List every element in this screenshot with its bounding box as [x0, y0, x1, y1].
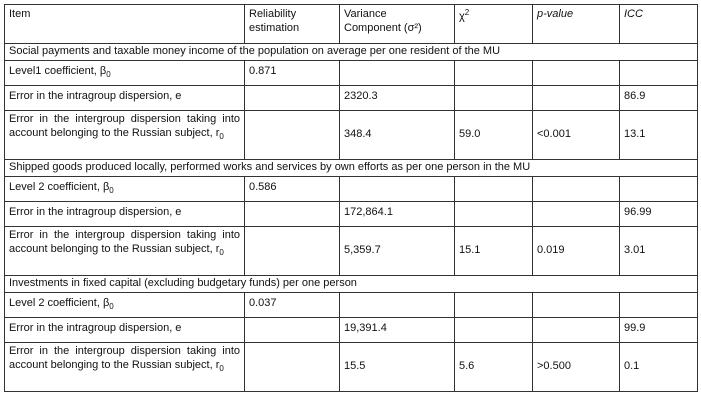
variance-value: 2320.3	[340, 86, 455, 111]
header-row	[5, 5, 698, 44]
header-reliability: Reliability estimation	[245, 5, 340, 44]
chi2-value: 5.6	[455, 343, 533, 392]
variance-value: 348.4	[340, 111, 455, 160]
table-row	[5, 177, 698, 202]
section-title-row	[5, 160, 698, 177]
chi2-value: 15.1	[455, 227, 533, 276]
variance-value: 172,864.1	[340, 202, 455, 227]
header-pvalue: p-value	[533, 5, 620, 44]
table-row	[5, 227, 698, 276]
coefficient-label: Level 2 coefficient, $\beta_0$	[5, 177, 245, 202]
pvalue-value: 0.019	[533, 227, 620, 276]
coefficient-label: Level 2 coefficient, $\beta_0$	[5, 293, 245, 318]
section-title: Social payments and taxable money income of the population on average per one resident of the MU	[5, 44, 698, 61]
icc-value: 0.1	[620, 343, 698, 392]
table-row	[5, 86, 698, 111]
variance-value: 15.5	[340, 343, 455, 392]
reliability-value: 0.871	[245, 61, 340, 86]
intragroup-label: Error in the intragroup dispersion, e	[5, 318, 245, 343]
section-title: Shipped goods produced locally, performed works and services by own efforts as per one person in the MU	[5, 160, 698, 177]
section-title: Investments in fixed capital (excluding budgetary funds) per one person	[5, 276, 698, 293]
reliability-value: 0.037	[245, 293, 340, 318]
coefficient-label: Level1 coefficient, $\beta_0$	[5, 61, 245, 86]
section-title-row	[5, 276, 698, 293]
icc-value: 3.01	[620, 227, 698, 276]
section-title-row	[5, 44, 698, 61]
variance-value: 5,359.7	[340, 227, 455, 276]
icc-value: 13.1	[620, 111, 698, 160]
table-row	[5, 202, 698, 227]
table-row	[5, 61, 698, 86]
header-icc: ICC	[620, 5, 698, 44]
icc-value: 86.9	[620, 86, 698, 111]
header-variance: Variance Component (σ²)	[340, 5, 455, 44]
results-table	[4, 4, 698, 392]
icc-value: 99.9	[620, 318, 698, 343]
table-row	[5, 318, 698, 343]
pvalue-value: <0.001	[533, 111, 620, 160]
intergroup-label: Error in the intergroup dispersion taking into account belonging to the Russian subject, $r_0$	[5, 343, 245, 392]
table-row	[5, 293, 698, 318]
intergroup-label: Error in the intergroup dispersion taking into account belonging to the Russian subject, $r_0$	[5, 111, 245, 160]
intergroup-label: Error in the intergroup dispersion taking into account belonging to the Russian subject, $r_0$	[5, 227, 245, 276]
variance-value: 19,391.4	[340, 318, 455, 343]
intragroup-label: Error in the intragroup dispersion, e	[5, 86, 245, 111]
pvalue-value: >0.500	[533, 343, 620, 392]
table-row	[5, 111, 698, 160]
chi2-value: 59.0	[455, 111, 533, 160]
reliability-value: 0.586	[245, 177, 340, 202]
table-row	[5, 343, 698, 392]
icc-value: 96.99	[620, 202, 698, 227]
header-chi2: $\chi^2$	[455, 5, 533, 44]
intragroup-label: Error in the intragroup dispersion, e	[5, 202, 245, 227]
header-item: Item	[5, 5, 245, 44]
